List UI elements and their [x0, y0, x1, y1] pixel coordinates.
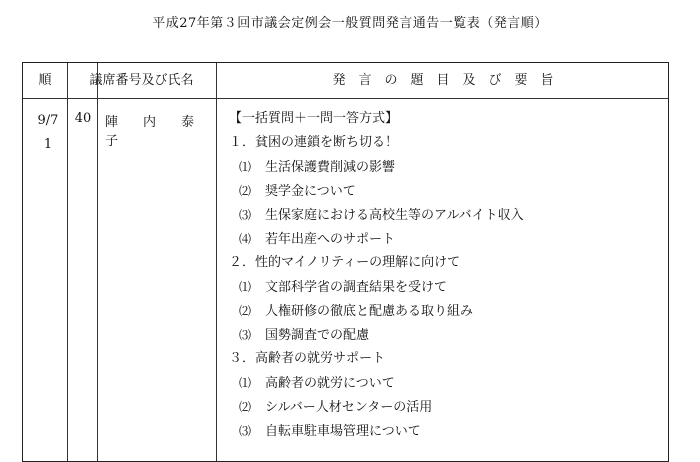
topic-heading: １．貧困の連鎖を断ち切る！	[229, 135, 399, 150]
subtopic-text: 自転車駐車場管理について	[265, 424, 421, 439]
subtopic-item	[229, 181, 659, 205]
header-topics: 発 言 の 題 目 及 び 要 旨	[332, 73, 554, 88]
topic-heading: ２．性的マイノリティーの理解に向けて	[229, 255, 461, 270]
subtopic-number: ⑶	[239, 328, 252, 342]
subtopic-number: ⑵	[239, 184, 252, 198]
subtopic-item	[229, 205, 659, 229]
subtopic-item	[229, 397, 659, 421]
page-title: 平成27年第３回市議会定例会一般質問発言通告一覧表（発言順）	[152, 16, 548, 31]
subtopic-text: 奨学金について	[265, 184, 356, 199]
subtopic-number: ⑶	[239, 208, 252, 222]
subtopic-text: 生活保護費削減の影響	[265, 160, 396, 175]
topic-heading: ３．高齢者の就労サポート	[229, 351, 386, 366]
column-divider	[97, 63, 98, 461]
order-cell	[29, 111, 67, 155]
subtopic-number: ⑶	[239, 424, 252, 438]
subtopic-item	[229, 421, 659, 445]
subtopic-item	[229, 229, 659, 253]
subtopic-number: ⑴	[239, 376, 252, 390]
header-seat-name: 議席番号及び氏名	[89, 73, 194, 88]
subtopic-text: 生保家庭における高校生等のアルバイト収入	[265, 208, 524, 223]
subtopic-text: 高齢者の就労について	[265, 376, 395, 391]
subtopic-text: シルバー人材センターの活用	[265, 400, 433, 415]
subtopic-item	[229, 277, 659, 301]
subtopic-item	[229, 301, 659, 325]
subtopic-number: ⑴	[239, 160, 252, 174]
subtopic-item	[229, 325, 659, 349]
question-method: 【一括質問＋一問一答方式】	[229, 111, 399, 126]
header-order: 順	[38, 73, 52, 88]
subtopic-item	[229, 373, 659, 397]
header-divider	[23, 98, 668, 99]
subtopic-text: 国勢調査での配慮	[265, 328, 370, 343]
subtopic-number: ⑴	[239, 280, 252, 294]
column-divider	[67, 63, 68, 461]
subtopic-number: ⑵	[239, 304, 252, 318]
subtopic-item	[229, 157, 659, 181]
speech-order: 1	[43, 137, 53, 152]
topics-list	[229, 109, 659, 445]
notice-table	[22, 62, 669, 462]
member-name: 陣 内 泰 子	[105, 115, 220, 149]
subtopic-number: ⑵	[239, 400, 252, 414]
subtopic-number: ⑷	[239, 232, 252, 246]
seat-number: 40	[74, 111, 92, 126]
subtopic-text: 文部科学省の調査結果を受けて	[265, 280, 448, 295]
subtopic-text: 若年出産へのサポート	[265, 232, 396, 247]
speech-date: 9/7	[37, 113, 59, 128]
subtopic-text: 人権研修の徹底と配慮ある取り組み	[265, 304, 474, 319]
